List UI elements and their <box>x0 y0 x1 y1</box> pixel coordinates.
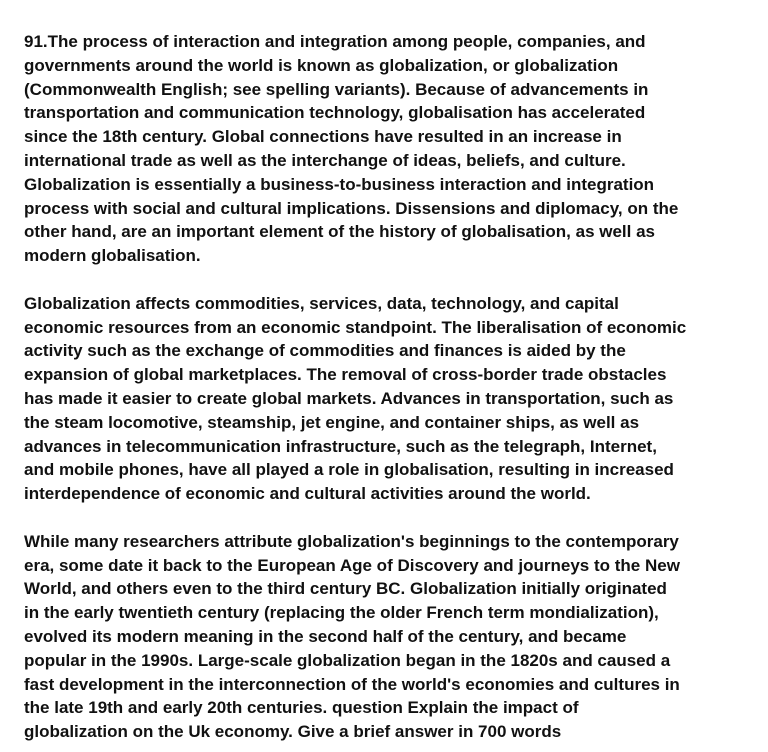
text-line: since the 18th century. Global connections have resulted in an increase in <box>24 127 622 147</box>
text-line: the late 19th and early 20th centuries. question Explain the impact of <box>24 698 579 718</box>
text-line: and mobile phones, have all played a role in globalisation, resulting in increased <box>24 460 674 480</box>
text-line: process with social and cultural implications. Dissensions and diplomacy, on the <box>24 198 679 218</box>
text-line: Globalization is essentially a business-to-business interaction and integration <box>24 174 655 194</box>
text-line: has made it easier to create global markets. Advances in transportation, such as <box>24 388 674 408</box>
text-line: interdependence of economic and cultural activities around the world. <box>24 484 591 504</box>
text-line: fast development in the interconnection of the world's economies and cultures in <box>24 674 680 694</box>
text-line: governments around the world is known as globalization, or globalization <box>24 55 619 75</box>
text-line: Globalization affects commodities, services, data, technology, and capital <box>24 293 619 313</box>
text-line: expansion of global marketplaces. The removal of cross-border trade obstacles <box>24 365 667 385</box>
paragraph-2 <box>24 292 744 506</box>
text-line: modern globalisation. <box>24 246 201 266</box>
document-body <box>24 30 744 744</box>
text-line: While many researchers attribute globalization's beginnings to the contemporary <box>24 531 679 551</box>
text-line: international trade as well as the interchange of ideas, beliefs, and culture. <box>24 150 626 170</box>
text-line: the steam locomotive, steamship, jet engine, and container ships, as well as <box>24 412 640 432</box>
text-line: advances in telecommunication infrastructure, such as the telegraph, Internet, <box>24 436 657 456</box>
text-line: evolved its modern meaning in the second half of the century, and became <box>24 626 627 646</box>
text-line: 91.The process of interaction and integration among people, companies, and <box>24 32 646 51</box>
text-line: in the early twentieth century (replacing the older French term mondialization), <box>24 603 659 623</box>
text-line: (Commonwealth English; see spelling variants). Because of advancements in <box>24 79 649 99</box>
text-line: transportation and communication technology, globalisation has accelerated <box>24 103 646 123</box>
text-line: globalization on the Uk economy. Give a brief answer in 700 words <box>24 722 562 742</box>
paragraph-1 <box>24 30 744 268</box>
text-line: World, and others even to the third century BC. Globalization initially originated <box>24 579 667 599</box>
text-line: popular in the 1990s. Large-scale globalization began in the 1820s and caused a <box>24 650 671 670</box>
text-line: era, some date it back to the European Age of Discovery and journeys to the New <box>24 555 680 575</box>
paragraph-3 <box>24 530 744 744</box>
text-line: economic resources from an economic standpoint. The liberalisation of economic <box>24 317 687 337</box>
text-line: activity such as the exchange of commodities and finances is aided by the <box>24 341 626 361</box>
text-line: other hand, are an important element of the history of globalisation, as well as <box>24 222 656 242</box>
